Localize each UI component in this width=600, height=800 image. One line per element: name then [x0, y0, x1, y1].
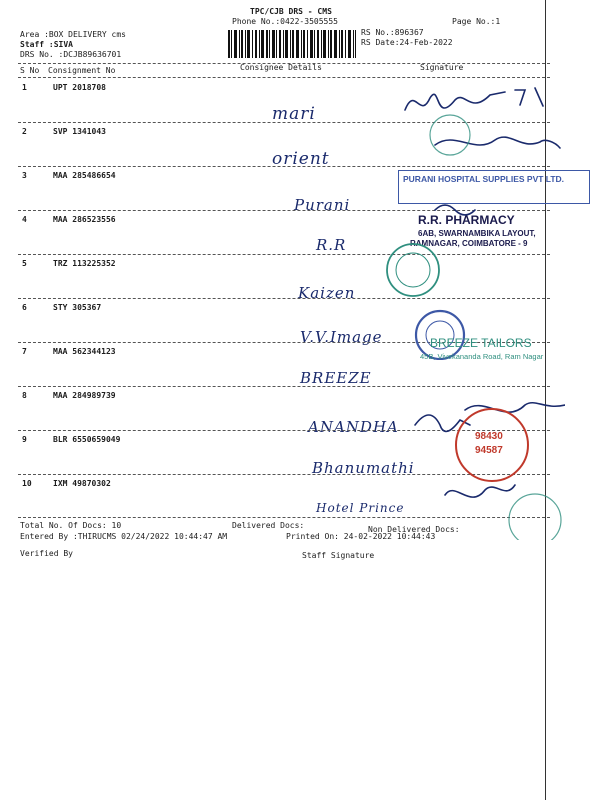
phone-number: Phone No.:0422-3505555 — [232, 17, 338, 26]
row-consignee: mari — [272, 104, 316, 124]
tailors-stamp-name: BREEZE TAILORS — [430, 336, 532, 350]
rr-pharmacy-name: R.R. PHARMACY — [418, 213, 515, 227]
entered-by: Entered By :THIRUCMS 02/24/2022 10:44:47 AM — [20, 532, 228, 541]
document-title: TPC/CJB DRS - CMS — [250, 7, 332, 16]
row-consignment: SVP 1341043 — [53, 127, 106, 136]
row-consignee: Kaizen — [298, 284, 356, 302]
row-consignment: MAA 562344123 — [53, 347, 116, 356]
row-sno: 7 — [22, 347, 27, 356]
tailors-stamp — [420, 335, 580, 385]
staff-field: Staff :SIVA — [20, 40, 73, 49]
page-number: Page No.:1 — [452, 17, 501, 26]
total-docs: Total No. Of Docs: 10 — [20, 521, 122, 530]
rr-pharmacy-address: RAMNAGAR, COIMBATORE - 9 — [410, 239, 528, 248]
row-sno: 8 — [22, 391, 27, 400]
row-consignment: MAA 285486654 — [53, 171, 116, 180]
red-stamp-phone: 94587 — [475, 445, 503, 456]
row-consignee: orient — [272, 149, 330, 169]
row-consignment: STY 305367 — [53, 303, 102, 312]
drs-number: DRS No. :DCJB89636701 — [20, 50, 122, 59]
row-consignee: Hotel Prince — [316, 501, 405, 515]
red-stamp — [455, 408, 529, 482]
row-consignment: IXM 49870302 — [53, 479, 111, 488]
row-sno: 3 — [22, 171, 27, 180]
purani-stamp — [398, 170, 590, 204]
row-consignee: ANANDHA — [308, 418, 399, 436]
staff-signature-label: Staff Signature — [302, 551, 375, 560]
row-consignee: R.R — [316, 236, 347, 254]
row-sno: 2 — [22, 127, 27, 136]
printed-on: Printed On: 24-02-2022 10:44:43 — [286, 532, 436, 541]
col-consignee: Consignee Details — [240, 63, 322, 72]
verified-by: Verified By — [20, 549, 73, 558]
row-sno: 9 — [22, 435, 27, 444]
row-sno: 4 — [22, 215, 27, 224]
row-consignee: V.V.Image — [300, 328, 383, 346]
row-sno: 5 — [22, 259, 27, 268]
purani-stamp-text: PURANI HOSPITAL SUPPLIES PVT LTD. — [403, 174, 565, 184]
row-consignment: BLR 6550659049 — [53, 435, 121, 444]
red-stamp-phone: 98430 — [475, 431, 503, 442]
col-signature: Signature — [420, 63, 464, 72]
row-sno: 6 — [22, 303, 27, 312]
row-consignment: MAA 284989739 — [53, 391, 116, 400]
col-sno: S No — [20, 66, 40, 75]
rs-number: RS No.:896367 — [361, 28, 424, 37]
row-sno: 1 — [22, 83, 27, 92]
row-consignment: UPT 2018708 — [53, 83, 106, 92]
rs-date: RS Date:24-Feb-2022 — [361, 38, 453, 47]
area-field: Area :BOX DELIVERY cms — [20, 30, 126, 39]
divider — [18, 77, 550, 78]
non-delivered-docs: Non Delivered Docs: — [368, 525, 460, 534]
barcode-icon — [228, 30, 356, 58]
rr-pharmacy-address: 6AB, SWARNAMBIKA LAYOUT, — [418, 229, 536, 238]
row-sno: 10 — [22, 479, 32, 488]
row-consignment: TRZ 113225352 — [53, 259, 116, 268]
row-consignee: BREEZE — [300, 369, 372, 387]
row-consignee: Purani — [294, 196, 351, 214]
row-consignee: Bhanumathi — [312, 459, 415, 477]
col-consignment: Consignment No — [48, 66, 116, 75]
delivered-docs: Delivered Docs: — [232, 521, 305, 530]
row-consignment: MAA 286523556 — [53, 215, 116, 224]
tailors-stamp-address: 45B, Vivekananda Road, Ram Nagar — [420, 352, 544, 361]
